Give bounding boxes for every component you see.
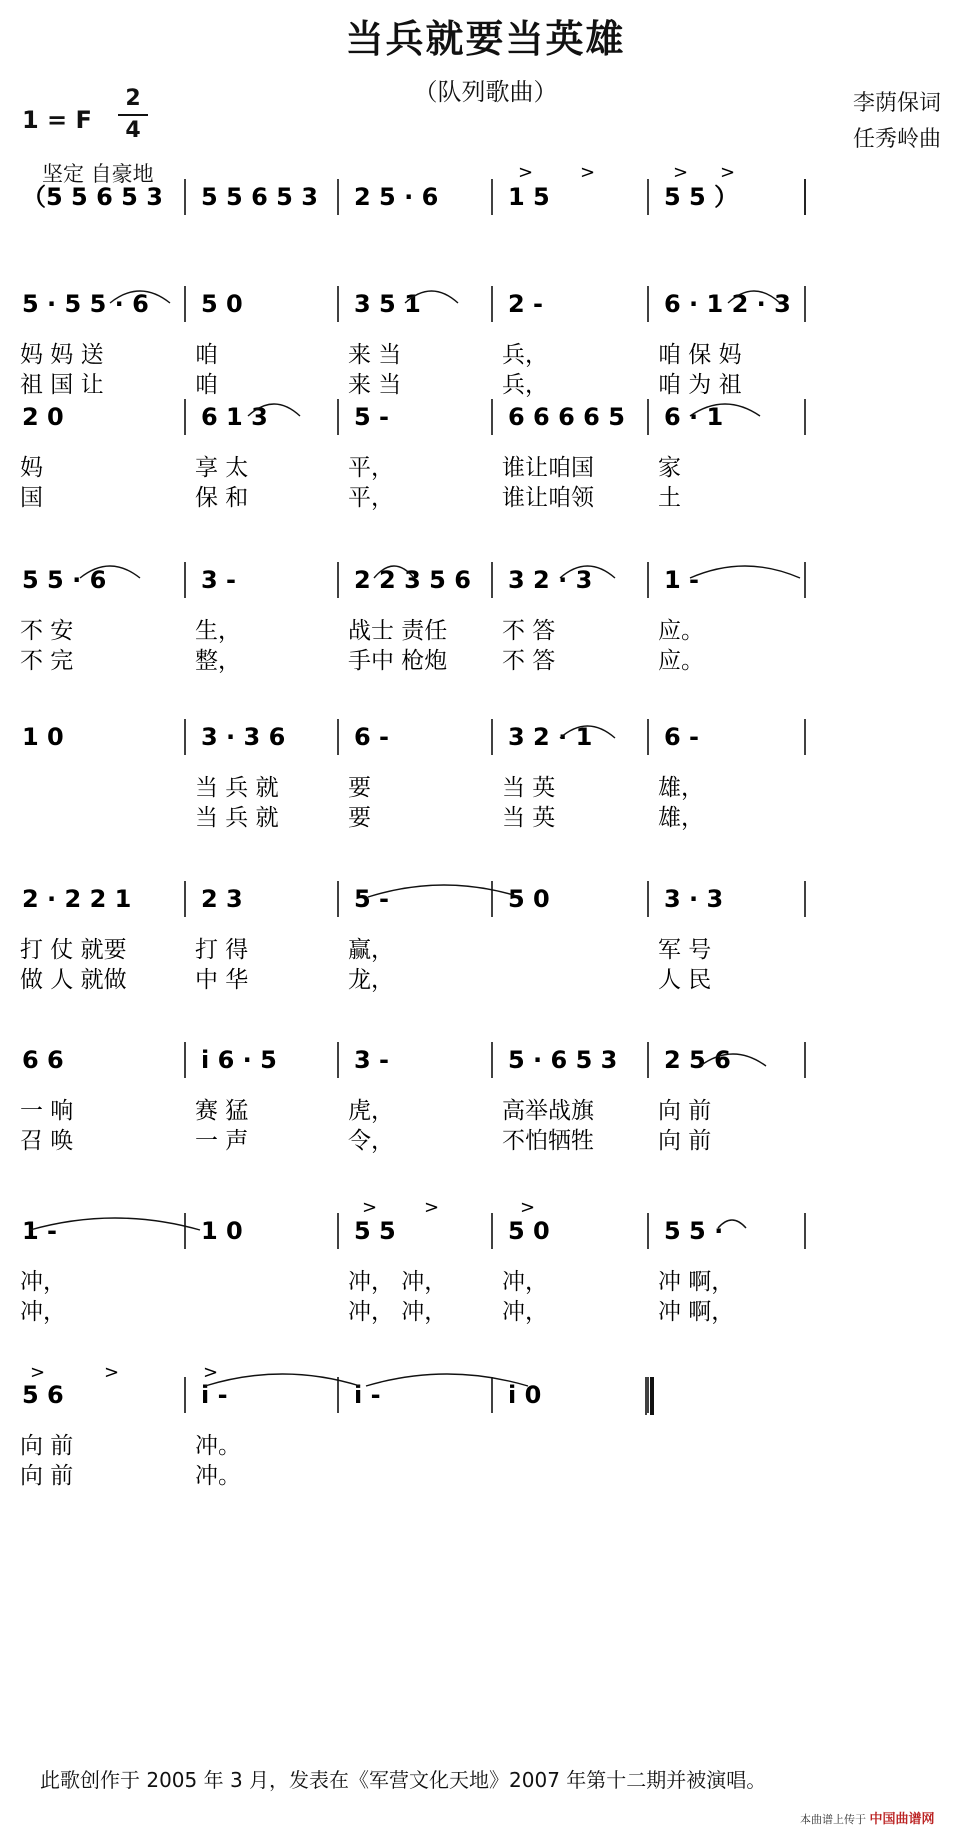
lyric-verse2-2-4: 土 — [658, 485, 681, 511]
lyric-verse2-7-0: 冲， — [20, 1299, 66, 1325]
lyric-verse2-6-4: 向 前 — [658, 1128, 712, 1154]
measure-notes-0-0: （5 5 6 5 3 — [22, 183, 163, 211]
measure-notes-4-4: 6 - — [664, 723, 700, 751]
measure-notes-2-3: 6 6 6 6 5 — [508, 403, 625, 431]
lyric-verse2-1-4: 咱 为 祖 — [658, 372, 742, 398]
accent-mark-2: > — [673, 162, 689, 183]
lyric-verse1-2-2: 平， — [348, 455, 394, 481]
slur-13 — [205, 1374, 360, 1386]
lyric-verse2-5-4: 人 民 — [658, 967, 712, 993]
measure-notes-2-0: 2 0 — [22, 403, 64, 431]
lyric-verse1-7-2: 冲， 冲， — [348, 1269, 448, 1295]
measure-notes-3-0: 5 5 · 6 — [22, 566, 107, 594]
lyric-verse2-5-0: 做 人 就做 — [20, 967, 127, 993]
measure-notes-0-3: 1 5 — [508, 183, 550, 211]
measure-notes-6-2: 3 - — [354, 1046, 390, 1074]
lyric-verse2-1-2: 来 当 — [348, 372, 402, 398]
lyric-verse1-3-2: 战士 责任 — [348, 618, 448, 644]
measure-notes-5-0: 2 · 2 2 1 — [22, 885, 132, 913]
measure-notes-7-0: 1 - — [22, 1217, 58, 1245]
measure-notes-0-2: 2 5 · 6 — [354, 183, 439, 211]
lyric-verse2-6-0: 召 唤 — [20, 1128, 74, 1154]
measure-notes-2-2: 5 - — [354, 403, 390, 431]
slur-8 — [690, 566, 800, 578]
lyric-verse1-5-0: 打 仗 就要 — [20, 937, 127, 963]
measure-notes-6-3: 5 · 6 5 3 — [508, 1046, 618, 1074]
measure-notes-6-0: 6 6 — [22, 1046, 64, 1074]
lyric-verse2-4-4: 雄， — [658, 805, 704, 831]
lyric-verse1-5-1: 打 得 — [195, 937, 249, 963]
lyric-verse2-4-1: 当 兵 就 — [195, 805, 279, 831]
measure-notes-1-0: 5 · 5 5 · 6 — [22, 290, 149, 318]
measure-notes-0-1: 5 5 6 5 3 — [201, 183, 318, 211]
lyric-verse2-6-3: 不怕牺牲 — [502, 1128, 594, 1154]
measure-notes-7-1: 1 0 — [201, 1217, 243, 1245]
lyric-verse1-7-0: 冲， — [20, 1269, 66, 1295]
measure-notes-3-2: 2 2 3 5 6 — [354, 566, 471, 594]
lyric-verse1-1-4: 咱 保 妈 — [658, 342, 742, 368]
measure-notes-7-3: 5 0 — [508, 1217, 550, 1245]
measure-notes-8-2: i - — [354, 1381, 381, 1409]
time-signature-bottom: 4 — [125, 118, 141, 143]
lyric-verse2-7-3: 冲， — [502, 1299, 548, 1325]
lyric-verse1-3-0: 不 安 — [20, 618, 74, 644]
lyric-verse1-1-0: 妈 妈 送 — [20, 342, 104, 368]
site-logo: 中国曲谱网 — [869, 1812, 935, 1827]
measure-notes-1-3: 2 - — [508, 290, 544, 318]
measure-notes-5-1: 2 3 — [201, 885, 243, 913]
song-subtitle: （队列歌曲） — [413, 78, 558, 106]
measure-notes-8-3: i 0 — [508, 1381, 542, 1409]
lyric-verse1-2-1: 享 太 — [195, 455, 249, 481]
lyric-verse2-5-2: 龙， — [348, 967, 394, 993]
lyric-verse2-8-1: 冲。 — [195, 1463, 241, 1489]
measure-notes-0-4: 5 5 ） — [664, 183, 739, 211]
lyric-verse2-8-0: 向 前 — [20, 1463, 74, 1489]
measure-notes-1-2: 3 5 1 — [354, 290, 421, 318]
measure-notes-7-2: 5 5 — [354, 1217, 396, 1245]
measure-notes-3-1: 3 - — [201, 566, 237, 594]
measure-notes-1-4: 6 · 1 2 · 3 — [664, 290, 791, 318]
lyric-verse2-3-0: 不 完 — [20, 648, 74, 674]
measure-notes-7-4: 5 5 · — [664, 1217, 724, 1245]
lyric-verse2-3-1: 整， — [195, 648, 241, 674]
accent-mark-3: > — [720, 162, 736, 183]
lyricist-credit: 李荫保词 — [852, 91, 941, 116]
accent-mark-1: > — [580, 162, 596, 183]
measure-notes-8-0: 5 6 — [22, 1381, 64, 1409]
lyric-verse2-7-2: 冲， 冲， — [348, 1299, 448, 1325]
measure-notes-3-3: 3 2 · 3 — [508, 566, 593, 594]
measure-notes-4-1: 3 · 3 6 — [201, 723, 286, 751]
lyric-verse1-3-3: 不 答 — [502, 618, 556, 644]
lyric-verse1-3-1: 生， — [195, 618, 241, 644]
accent-mark-6: > — [520, 1197, 536, 1218]
accent-mark-9: > — [203, 1362, 219, 1383]
lyric-verse1-2-0: 妈 — [20, 455, 43, 481]
footer-note: 此歌创作于 2005 年 3 月，发表在《军营文化天地》2007 年第十二期并被演唱。 — [40, 1768, 767, 1792]
slur-14 — [366, 1374, 528, 1386]
lyric-verse2-3-3: 不 答 — [502, 648, 556, 674]
lyric-verse1-4-3: 当 英 — [502, 775, 556, 801]
lyric-verse2-2-1: 保 和 — [195, 485, 249, 511]
measure-notes-2-1: 6 1 3 — [201, 403, 268, 431]
lyric-verse1-8-0: 向 前 — [20, 1433, 74, 1459]
lyric-verse2-2-0: 国 — [20, 485, 43, 511]
tempo-marking: 坚定 自豪地 — [42, 162, 154, 186]
time-signature-top: 2 — [125, 86, 141, 111]
measure-notes-5-2: 5 - — [354, 885, 390, 913]
song-title: 当兵就要当英雄 — [345, 17, 626, 61]
lyric-verse2-2-3: 谁让咱领 — [502, 485, 594, 511]
lyric-verse1-6-2: 虎， — [348, 1098, 394, 1124]
measure-notes-2-4: 6 · 1 — [664, 403, 724, 431]
composer-credit: 任秀岭曲 — [852, 127, 941, 152]
lyric-verse2-1-0: 祖 国 让 — [20, 372, 104, 398]
measure-notes-1-1: 5 0 — [201, 290, 243, 318]
accent-mark-7: > — [30, 1362, 46, 1383]
measure-notes-4-3: 3 2 · 1 — [508, 723, 593, 751]
lyric-verse1-1-2: 来 当 — [348, 342, 402, 368]
lyric-verse2-3-4: 应。 — [658, 648, 704, 674]
measure-notes-5-3: 5 0 — [508, 885, 550, 913]
lyric-verse1-2-4: 家 — [658, 455, 681, 481]
lyric-verse1-5-2: 赢， — [348, 937, 394, 963]
accent-mark-4: > — [362, 1197, 378, 1218]
lyric-verse2-7-4: 冲 啊， — [658, 1299, 735, 1325]
measure-notes-6-1: i 6 · 5 — [201, 1046, 277, 1074]
lyric-verse2-6-1: 一 声 — [195, 1128, 249, 1154]
measure-notes-4-2: 6 - — [354, 723, 390, 751]
lyric-verse1-5-4: 军 号 — [658, 937, 712, 963]
measure-notes-3-4: 1 - — [664, 566, 700, 594]
lyric-verse1-7-4: 冲 啊， — [658, 1269, 735, 1295]
lyric-verse2-1-3: 兵， — [502, 372, 548, 398]
slur-10 — [368, 885, 520, 897]
lyric-verse1-4-2: 要 — [348, 775, 371, 801]
lyric-verse1-4-4: 雄， — [658, 775, 704, 801]
watermark: 本曲谱上传于 中国曲谱网 — [800, 1812, 935, 1827]
lyric-verse1-1-1: 咱 — [195, 342, 218, 368]
lyric-verse1-3-4: 应。 — [658, 618, 704, 644]
lyric-verse1-1-3: 兵， — [502, 342, 548, 368]
lyric-verse1-6-4: 向 前 — [658, 1098, 712, 1124]
lyric-verse2-5-1: 中 华 — [195, 967, 249, 993]
accent-mark-5: > — [424, 1197, 440, 1218]
lyric-verse1-6-1: 赛 猛 — [195, 1098, 249, 1124]
measure-notes-6-4: 2 5 6 — [664, 1046, 731, 1074]
measure-notes-5-4: 3 · 3 — [664, 885, 724, 913]
lyric-verse1-7-3: 冲， — [502, 1269, 548, 1295]
accent-mark-8: > — [104, 1362, 120, 1383]
lyric-verse2-4-3: 当 英 — [502, 805, 556, 831]
lyric-verse2-2-2: 平， — [348, 485, 394, 511]
accent-mark-0: > — [518, 162, 534, 183]
lyric-verse2-3-2: 手中 枪炮 — [348, 648, 448, 674]
lyric-verse1-6-3: 高举战旗 — [502, 1098, 594, 1124]
measure-notes-4-0: 1 0 — [22, 723, 64, 751]
lyric-verse1-6-0: 一 响 — [20, 1098, 74, 1124]
lyric-verse1-2-3: 谁让咱国 — [502, 455, 594, 481]
lyric-verse2-6-2: 令， — [348, 1128, 394, 1154]
lyric-verse1-8-1: 冲。 — [195, 1433, 241, 1459]
key-signature: 1 = F — [22, 106, 92, 134]
lyric-verse1-4-1: 当 兵 就 — [195, 775, 279, 801]
measure-notes-8-1: i - — [201, 1381, 228, 1409]
lyric-verse2-1-1: 咱 — [195, 372, 218, 398]
lyric-verse2-4-2: 要 — [348, 805, 371, 831]
